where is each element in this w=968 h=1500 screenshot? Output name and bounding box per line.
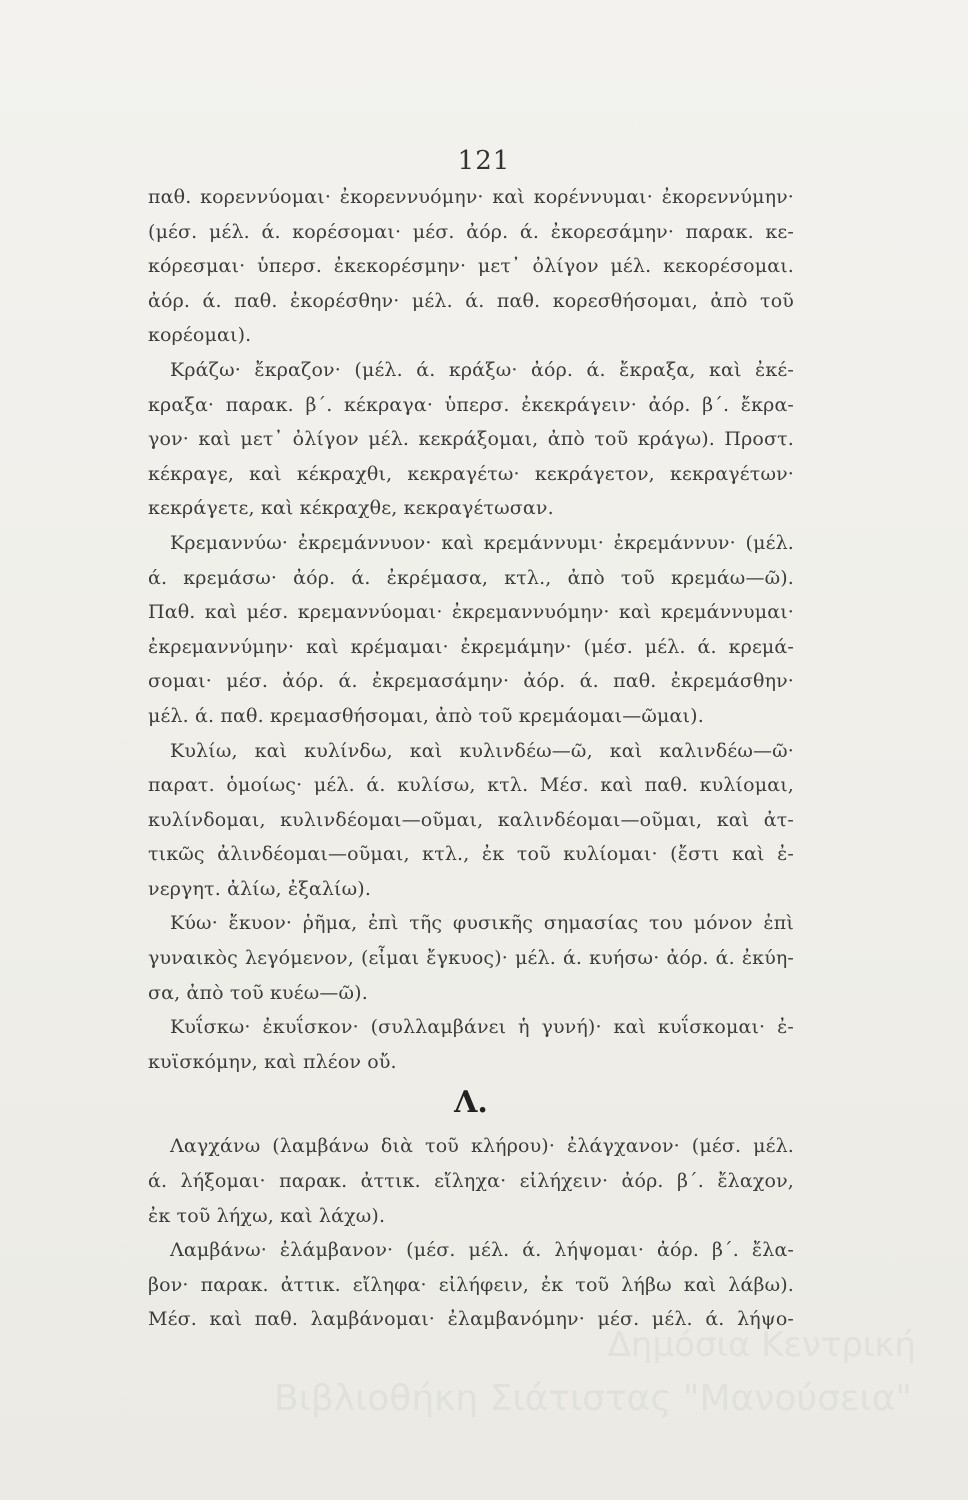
text-line: παρατ. ὁμοίως· μέλ. ά. κυλίσω, κτλ. Μέσ. καὶ παθ. κυλίομαι,	[148, 774, 794, 797]
entry-start-lamvano: Λαμβάνω· ἐλάμβανον· (μέσ. μέλ. ά. λήψομαι· ἀόρ. β΄. ἔλα-	[170, 1239, 794, 1262]
text-line: μέλ. ά. παθ. κρεμασθήσομαι, ἀπὸ τοῦ κρεμάομαι—ῶμαι).	[148, 704, 704, 727]
text-line: κυϊσκόμην, καὶ πλέον οὔ.	[148, 1050, 397, 1073]
entry-start-kremannyo: Κρεμαννύω· ἐκρεμάννυον· καὶ κρεμάννυμι· ἐκρεμάννυν· (μέλ.	[170, 531, 794, 554]
text-line: Μέσ. καὶ παθ. λαμβάνομαι· ἐλαμβανόμην· μέσ. μέλ. ά. λήψο-	[148, 1308, 794, 1331]
text-line: νεργητ. ἀλίω, ἐξαλίω).	[148, 877, 372, 900]
text-line: ἐκ τοῦ λήχω, καὶ λάχω).	[148, 1204, 386, 1227]
text-line: κέκραγε, καὶ κέκραχθι, κεκραγέτω· κεκράγετον, κεκραγέτων·	[148, 462, 794, 485]
text-line: σομαι· μέσ. ἀόρ. ά. ἐκρεμασάμην· ἀόρ. ά. παθ. ἐκρεμάσθην·	[148, 670, 794, 693]
library-watermark-line1: Δημόσια Κεντρική	[607, 1325, 916, 1365]
text-line: γυναικὸς λεγόμενον, (εἶμαι ἔγκυος)· μέλ. ά. κυήσω· ἀόρ. ά. ἐκύη-	[148, 947, 794, 970]
library-watermark-line2: Βιβλιοθήκη Σιάτιστας "Μανούσεια"	[273, 1378, 912, 1419]
page-number: 121	[457, 146, 511, 176]
entry-start-krazo: Κράζω· ἔκραζον· (μέλ. ά. κράξω· ἀόρ. ά. ἔκραξα, καὶ ἐκέ-	[170, 358, 794, 381]
text-line: ά. λήξομαι· παρακ. ἀττικ. εἴληχα· εἰλήχειν· ἀόρ. β΄. ἔλαχον,	[148, 1170, 794, 1193]
text-line: βον· παρακ. ἀττικ. εἴληφα· εἰλήφειν, ἐκ τοῦ λήβω καὶ λάβω).	[148, 1273, 794, 1296]
text-line: παθ. κορεννύομαι· ἐκορεννυόμην· καὶ κορέννυμαι· ἐκορεννύμην·	[148, 186, 794, 208]
body-text	[148, 180, 794, 1337]
text-line: κυλίνδομαι, κυλινδέομαι—οῦμαι, καλινδέομαι—οῦμαι, καὶ ἀτ-	[148, 808, 794, 831]
text-line: ἐκρεμαννύμην· καὶ κρέμαμαι· ἐκρεμάμην· (μέσ. μέλ. ά. κρεμά-	[148, 635, 794, 658]
text-line: ά. κρεμάσω· ἀόρ. ά. ἐκρέμασα, κτλ., ἀπὸ τοῦ κρεμάω—ῶ).	[148, 566, 794, 589]
text-line: ἀόρ. ά. παθ. ἐκορέσθην· μέλ. ά. παθ. κορεσθήσομαι, ἀπὸ τοῦ	[148, 289, 794, 312]
text-line: (μέσ. μέλ. ά. κορέσομαι· μέσ. ἀόρ. ά. ἐκορεσάμην· παρακ. κε-	[148, 220, 794, 243]
text-line: Παθ. καὶ μέσ. κρεμαννύομαι· ἐκρεμαννυόμην· καὶ κρεμάννυμαι·	[148, 601, 794, 624]
entry-start-kylio: Κυλίω, καὶ κυλίνδω, καὶ κυλινδέω—ῶ, καὶ καλινδέω—ῶ·	[170, 739, 794, 762]
entry-start-kyo: Κύω· ἔκυον· ῥῆμα, ἐπὶ τῆς φυσικῆς σημασίας του μόνον ἐπὶ	[170, 912, 794, 935]
text-line: κορέομαι).	[148, 324, 252, 347]
entry-start-lanchano: Λαγχάνω (λαμβάνω διὰ τοῦ κλήρου)· ἐλάγχανον· (μέσ. μέλ.	[170, 1135, 794, 1158]
section-heading-lambda: Λ.	[454, 1085, 488, 1121]
entry-start-kyisko: Κυΐσκω· ἐκυΐσκον· (συλλαμβάνει ἡ γυνή)· καὶ κυΐσκομαι· ἐ-	[170, 1016, 794, 1039]
text-line: γον· καὶ μετ᾽ ὀλίγον μέλ. κεκράξομαι, ἀπὸ τοῦ κράγω). Προστ.	[148, 428, 794, 451]
text-line: κόρεσμαι· ὑπερσ. ἐκεκορέσμην· μετ᾽ ὀλίγον μέλ. κεκορέσομαι.	[148, 255, 794, 278]
text-line: κεκράγετε, καὶ κέκραχθε, κεκραγέτωσαν.	[148, 497, 554, 520]
text-line: σα, ἀπὸ τοῦ κυέω—ῶ).	[148, 981, 368, 1004]
text-line: τικῶς ἀλινδέομαι—οῦμαι, κτλ., ἐκ τοῦ κυλίομαι· (ἔστι καὶ ἐ-	[148, 843, 794, 866]
text-line: κραξα· παρακ. β΄. κέκραγα· ὑπερσ. ἐκεκράγειν· ἀόρ. β΄. ἔκρα-	[148, 393, 794, 416]
